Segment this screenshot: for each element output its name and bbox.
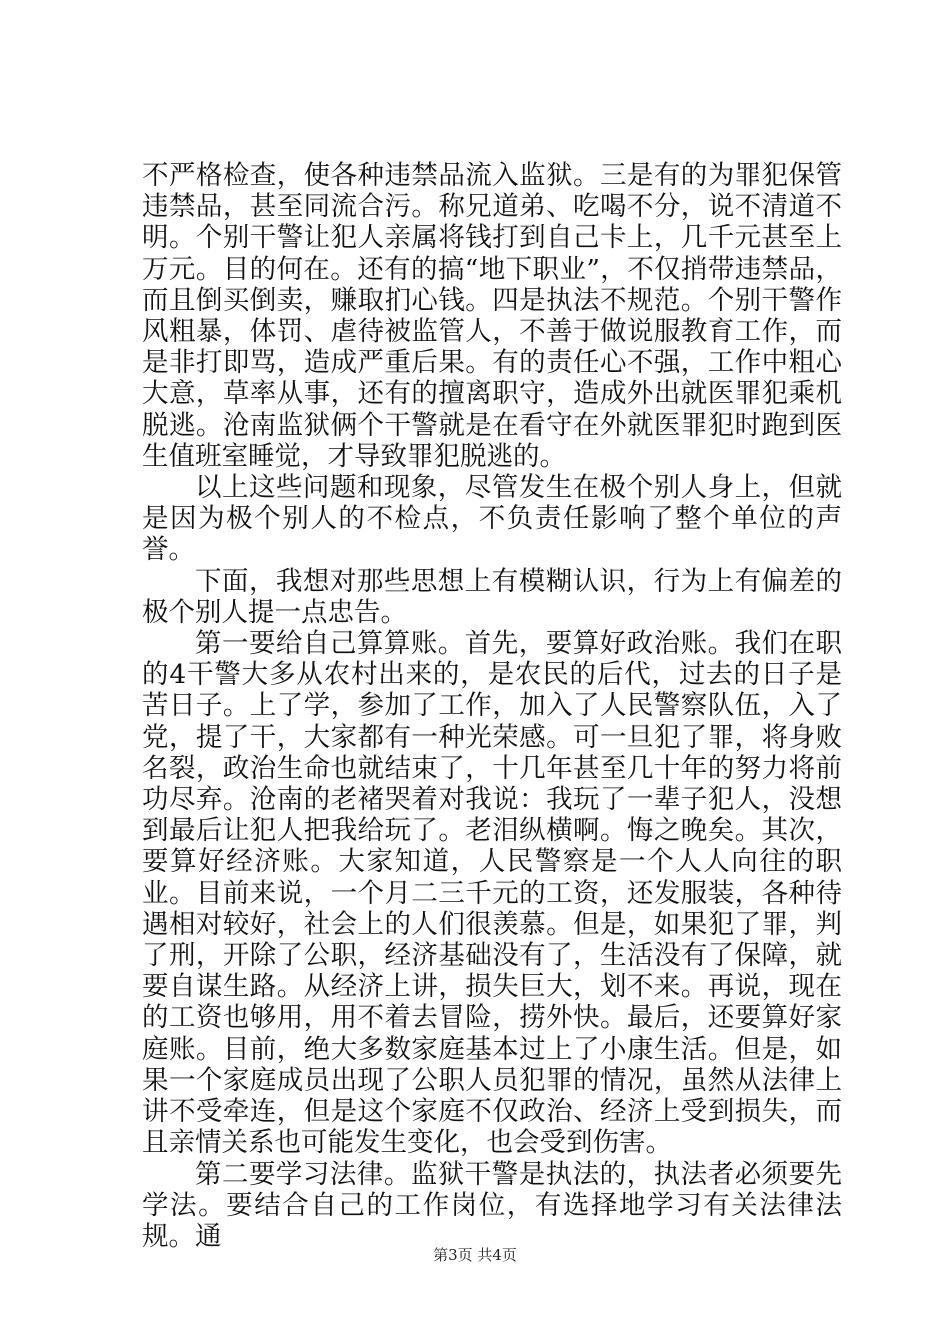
document-body [142, 160, 842, 1252]
paragraph: 下面，我想对那些思想上有模糊认识，行为上有偏差的极个别人提一点忠告。 [142, 565, 842, 628]
page-footer: 第3页 共4页 [433, 1246, 517, 1264]
paragraph: 第二要学习法律。监狱干警是执法的，执法者必须要先学法。要结合自己的工作岗位，有选择地学习有关法律法规。通 [142, 1158, 842, 1252]
paragraph: 第一要给自己算算账。首先，要算好政治账。我们在职的4干警大多从农村出来的，是农民的后代，过去的日子是苦日子。上了学，参加了工作，加入了人民警察队伍，入了党，提了干，大家都有一种光荣感。可一旦犯了罪，将身败名裂，政治生命也就结束了，十几年甚至几十年的努力将前功尽弃。沧南的老褚哭着对我说：我玩了一辈子犯人，没想到最后让犯人把我给玩了。老泪纵横啊。悔之晚矣。其次，要算好经济账。大家知道，人民警察是一个人人向往的职业。目前来说，一个月二三千元的工资，还发服装，各种待遇相对较好，社会上的人们很羡慕。但是，如果犯了罪，判了刑，开除了公职，经济基础没有了，生活没有了保障，就要自谋生路。从经济上讲，损失巨大，划不来。再说，现在的工资也够用，用不着去冒险，捞外快。最后，还要算好家庭账。目前，绝大多数家庭基本过上了小康生活。但是，如果一个家庭成员出现了公职人员犯罪的情况，虽然从法律上讲不受牵连，但是这个家庭不仅政治、经济上受到损失，而且亲情关系也可能发生变化，也会受到伤害。 [142, 628, 842, 1159]
paragraph: 不严格检查，使各种违禁品流入监狱。三是有的为罪犯保管违禁品，甚至同流合污。称兄道弟、吃喝不分，说不清道不明。个别干警让犯人亲属将钱打到自己卡上，几千元甚至上万元。目的何在。还有的搞“地下职业”，不仅捎带违禁品，而且倒买倒卖，赚取扪心钱。四是执法不规范。个别干警作风粗暴，体罚、虐待被监管人，不善于做说服教育工作，而是非打即骂，造成严重后果。有的责任心不强，工作中粗心大意，草率从事，还有的擅离职守，造成外出就医罪犯乘机脱逃。沧南监狱俩个干警就是在看守在外就医罪犯时跑到医生值班室睡觉，才导致罪犯脱逃的。 [142, 160, 842, 472]
paragraph: 以上这些问题和现象，尽管发生在极个别人身上，但就是因为极个别人的不检点，不负责任影响了整个单位的声誉。 [142, 472, 842, 566]
